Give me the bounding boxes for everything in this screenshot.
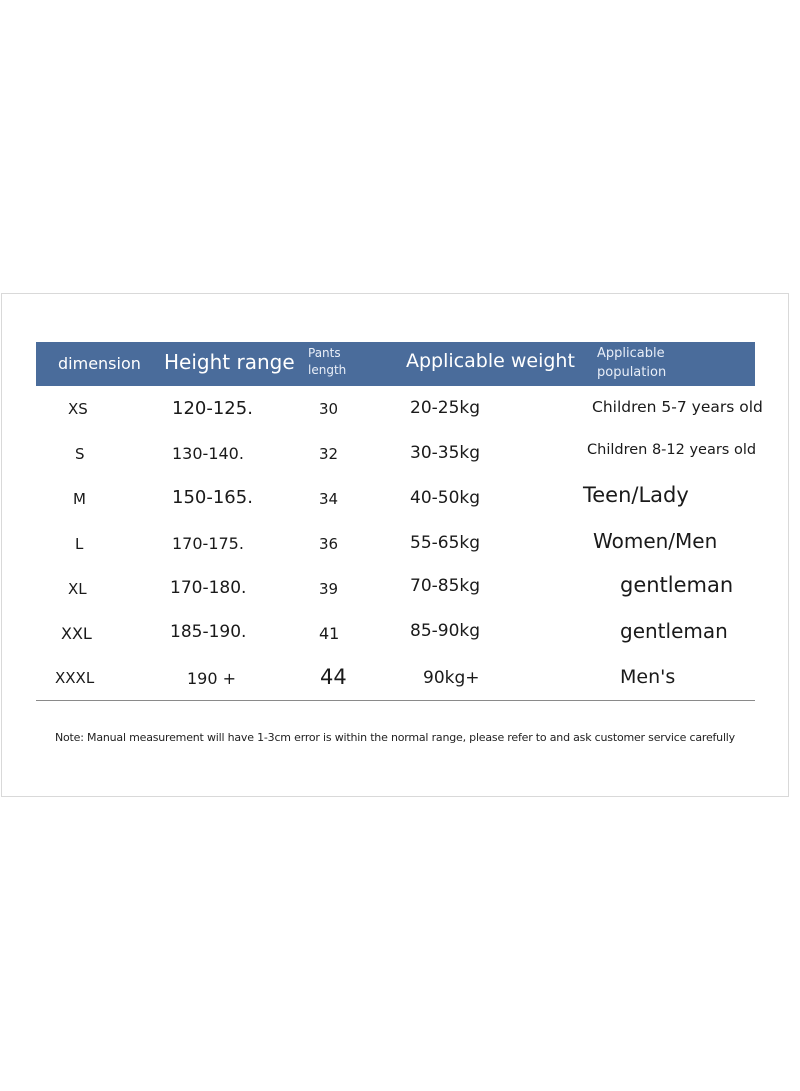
pants-cell: 36	[319, 535, 339, 553]
weight-cell: 55-65kg	[410, 533, 481, 553]
height-cell: 170-180.	[170, 578, 247, 598]
height-cell: 170-175.	[172, 534, 244, 553]
header-pants-line2: length	[308, 363, 347, 377]
measurement-note: Note: Manual measurement will have 1-3cm error is within the normal range, please refer to and ask customer service carefully	[55, 731, 735, 744]
weight-cell: 30-35kg	[410, 443, 481, 463]
population-cell: Children 8-12 years old	[587, 442, 757, 458]
header-population-line2: population	[597, 365, 667, 380]
weight-cell: 20-25kg	[410, 398, 481, 418]
population-cell: Children 5-7 years old	[592, 398, 763, 416]
header-applicable-weight: Applicable weight	[406, 350, 575, 372]
size-cell: XL	[68, 580, 87, 598]
table-row	[36, 386, 763, 431]
table-row	[36, 431, 755, 476]
weight-cell: 90kg+	[423, 668, 480, 688]
weight-cell: 70-85kg	[410, 576, 481, 596]
size-cell: M	[73, 490, 86, 508]
size-cell: S	[75, 445, 85, 463]
population-cell: Women/Men	[593, 529, 718, 553]
size-cell: XXXL	[55, 669, 95, 687]
pants-cell: 30	[319, 400, 339, 418]
population-cell: gentleman	[620, 573, 734, 597]
size-cell: L	[75, 535, 84, 553]
pants-cell: 39	[319, 580, 339, 598]
table-row	[36, 656, 755, 701]
height-cell: 185-190.	[170, 622, 247, 642]
weight-cell: 40-50kg	[410, 488, 481, 508]
height-cell: 120-125.	[172, 398, 253, 419]
table-row	[36, 611, 755, 656]
size-cell: XXL	[61, 624, 92, 643]
height-cell: 190 +	[187, 669, 237, 688]
pants-cell: 44	[320, 665, 347, 689]
header-dimension: dimension	[58, 354, 141, 373]
table-row	[36, 476, 755, 521]
height-cell: 130-140.	[172, 444, 244, 463]
population-cell: Teen/Lady	[583, 483, 689, 507]
table-row	[36, 566, 755, 611]
height-cell: 150-165.	[172, 487, 253, 508]
table-divider	[36, 700, 755, 701]
header-height-range: Height range	[164, 350, 295, 374]
header-pants-line1: Pants	[308, 346, 341, 360]
table-row	[36, 521, 755, 566]
size-cell: XS	[68, 400, 88, 418]
population-cell: gentleman	[620, 619, 728, 643]
pants-cell: 32	[319, 445, 339, 463]
pants-cell: 34	[319, 490, 339, 508]
pants-cell: 41	[319, 624, 340, 643]
header-population-line1: Applicable	[597, 346, 665, 361]
population-cell: Men's	[620, 666, 676, 688]
weight-cell: 85-90kg	[410, 621, 481, 641]
table-header	[36, 342, 755, 386]
